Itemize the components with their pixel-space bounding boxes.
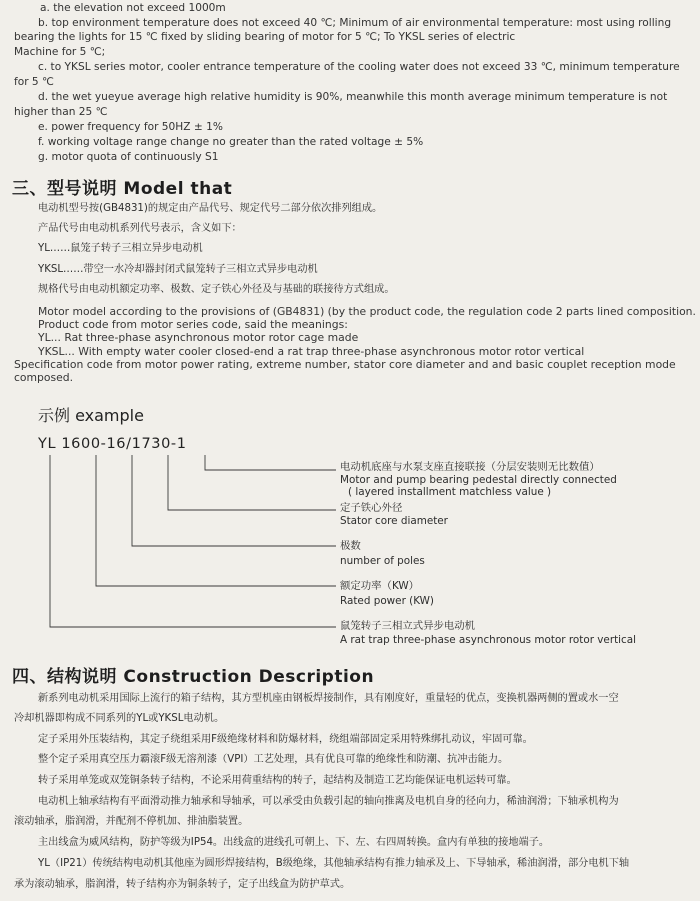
model-cn-line5: 规格代号由电动机额定功率、极数、定子铁心外径及与基础的联接待方式组成。 (38, 284, 395, 295)
construction-p1-line2: 冷却机器即构成不同系列的YL或YKSL电动机。 (14, 713, 225, 724)
condition-d-line2: higher than 25 ℃ (14, 106, 108, 118)
condition-e: e. power frequency for 50HZ ± 1% (38, 121, 223, 133)
construction-p3: 整个定子采用真空压力霸滚F级无溶剂漆（VPI）工艺处理，具有优良可靠的绝缘性和防潮、抗冲击能力。 (38, 754, 509, 765)
condition-b-line2: bearing the lights for 15 ℃ fixed by sliding bearing of motor for 5 ℃; To YKSL series of electric (14, 31, 516, 43)
condition-b-line1: b. top environment temperature does not exceed 40 ℃; Minimum of air environmental temperature: most using rolling (38, 17, 672, 29)
section-4-heading: 四、结构说明 Construction Description (12, 667, 375, 687)
construction-p5-line1: 电动机上轴承结构有平面滑动推力轴承和导轴承，可以承受由负载引起的轴向推离及电机自身的径向力，稀油润滑；下轴承机构为 (38, 796, 619, 807)
leader-line-connection (205, 455, 336, 470)
condition-c-line1: c. to YKSL series motor, cooler entrance temperature of the cooling water does not exceed 33 ℃, minimum temperature (38, 61, 680, 73)
condition-a: a. the elevation not exceed 1000m (40, 2, 226, 14)
condition-b-line3: Machine for 5 ℃; (14, 46, 106, 58)
annotation-poles-cn: 极数 (340, 540, 361, 552)
construction-p4: 转子采用单笼或双笼铜条转子结构，不论采用荷重结构的转子，起结构及制造工艺均能保证电机运转可靠。 (38, 775, 517, 786)
construction-p5-line2: 滚动轴承，脂润滑，并配剂不停机加、排油脂装置。 (14, 816, 249, 827)
annotation-power-cn: 额定功率（KW） (340, 580, 420, 592)
model-cn-line4: YKSL……带空一水冷却器封闭式鼠笼转子三相立式异步电动机 (38, 264, 318, 275)
condition-d-line1: d. the wet yueyue average high relative humidity is 90%, meanwhile this month average minimum temperature is not (38, 91, 668, 103)
model-cn-line3: YL……鼠笼子转子三相立异步电动机 (38, 243, 203, 254)
leader-line-poles (132, 455, 336, 546)
construction-p6: 主出线盒为威风结构，防护等级为IP54。出线盒的进线孔可朝上、下、左、右四周转换。盒内有单独的接地端子。 (38, 837, 550, 848)
annotation-core-cn: 定子铁心外径 (340, 502, 403, 514)
model-en-line1: Motor model according to the provisions of (GB4831) (by the product code, the regulation code 2 parts lined composition. (38, 305, 696, 318)
model-cn-line2: 产品代号由电动机系列代号表示，含义如下： (38, 223, 242, 234)
annotation-series-cn: 鼠笼转子三相立式异步电动机 (340, 620, 476, 632)
annotation-connection-en1: Motor and pump bearing pedestal directly connected (340, 474, 617, 486)
section-3-heading: 三、型号说明 Model that (12, 179, 233, 199)
annotation-connection-cn: 电动机底座与水泵支座直接联接（分层安装则无比数值） (340, 461, 600, 473)
model-en-line2: Product code from motor series code, said the meanings: (38, 318, 348, 331)
construction-p1-line1: 新系列电动机采用国际上流行的箱子结构，其方型机座由钢板焊接制作，具有刚度好，重量轻的优点，变换机器两侧的置或水一空 (38, 693, 619, 704)
condition-c-line2: for 5 ℃ (14, 76, 54, 88)
model-en-line6: composed. (14, 371, 74, 384)
model-code: YL 1600-16/1730-1 (38, 436, 187, 452)
model-en-line5: Specification code from motor power rating, extreme number, stator core diameter and and basic couplet reception mode (14, 358, 676, 371)
model-en-line3: YL... Rat three-phase asynchronous motor rotor cage made (38, 331, 359, 344)
annotation-connection-en2: ( layered installment matchless value ) (348, 486, 552, 498)
construction-p7-line1: YL（IP21）传统结构电动机其他座为圆形焊接结构，B级绝缘，其他轴承结构有推力轴承及上、下导轴承，稀油润滑，部分电机下轴 (38, 858, 630, 869)
leader-line-series (50, 455, 336, 627)
leader-line-core-diameter (168, 455, 336, 510)
model-en-line4: YKSL... With empty water cooler closed-end a rat trap three-phase asynchronous motor rotor vertical (38, 345, 585, 358)
annotation-power-en: Rated power (KW) (340, 595, 434, 607)
annotation-core-en: Stator core diameter (340, 515, 448, 527)
annotation-poles-en: number of poles (340, 555, 425, 567)
example-title: 示例 example (38, 406, 144, 425)
condition-g: g. motor quota of continuously S1 (38, 151, 219, 163)
condition-f: f. working voltage range change no greater than the rated voltage ± 5% (38, 136, 424, 148)
construction-p7-line2: 承为滚动轴承，脂润滑，转子结构亦为铜条转子，定子出线盒为防护草式。 (14, 879, 351, 890)
annotation-series-en: A rat trap three-phase asynchronous motor rotor vertical (340, 634, 637, 646)
construction-p2: 定子采用外压装结构，其定子绕组采用F级绝缘材料和防爆材料，绕组端部固定采用特殊绑扎动议，牢固可靠。 (38, 734, 533, 745)
model-cn-line1: 电动机型号按(GB4831)的规定由产品代号、规定代号二部分依次排列组成。 (38, 203, 383, 214)
